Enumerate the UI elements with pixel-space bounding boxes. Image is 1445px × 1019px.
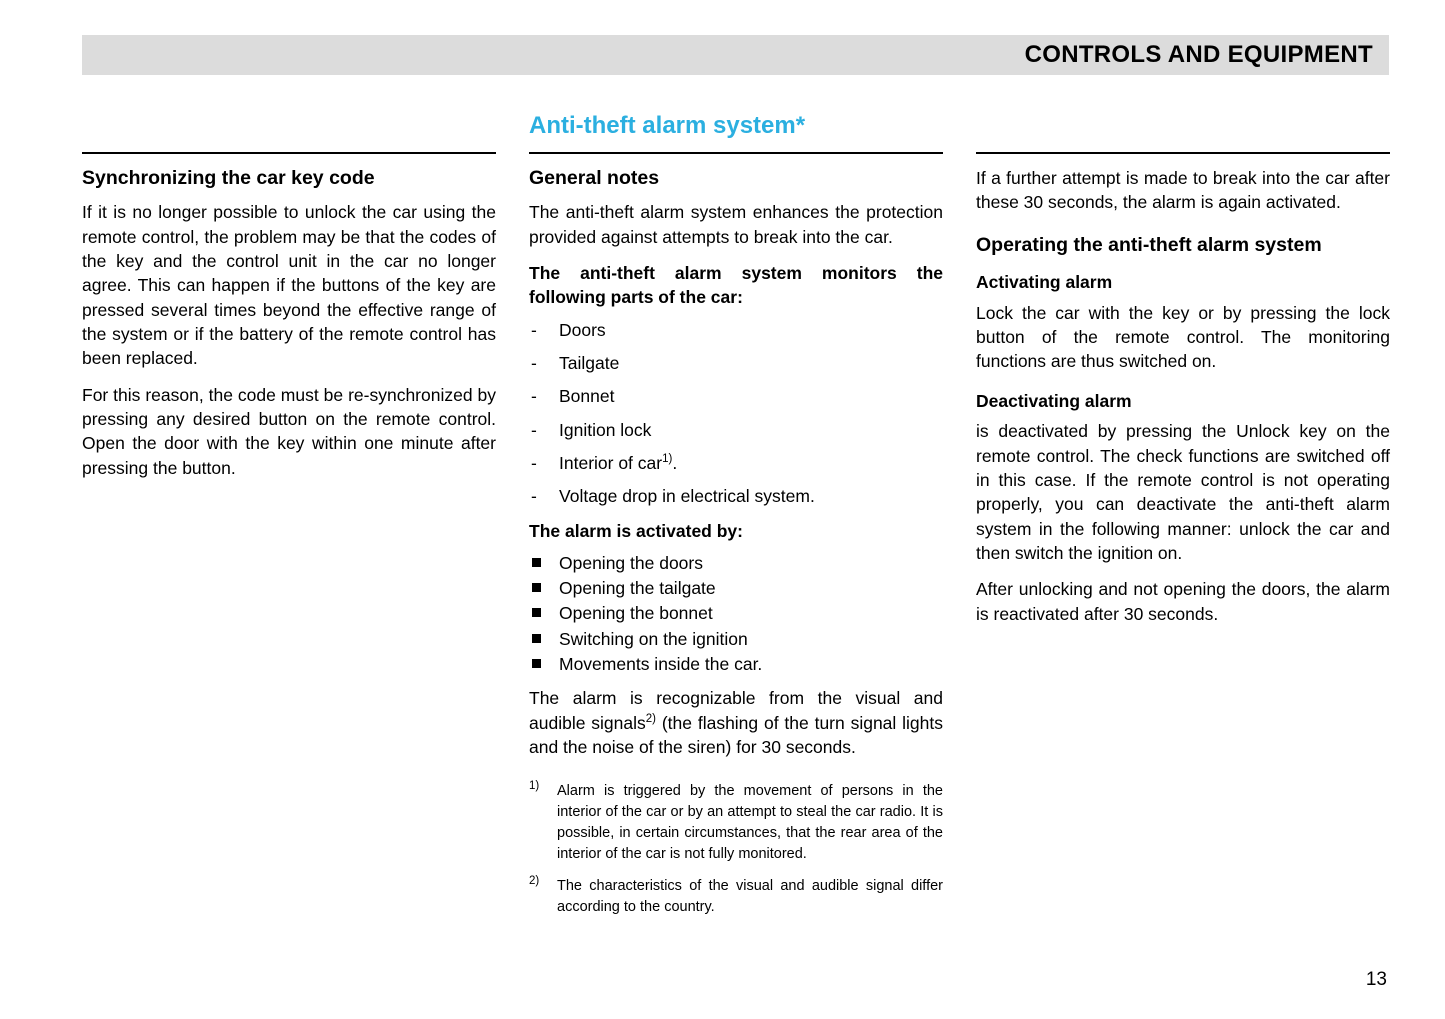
monitors-lead: The anti-theft alarm system monitors the following parts of the car: xyxy=(529,263,943,308)
list-item-suffix: . xyxy=(672,452,678,473)
footnote-ref-1: 1) xyxy=(662,453,673,466)
section-title: Anti-theft alarm system* xyxy=(529,112,806,139)
dash-marker: - xyxy=(531,486,537,507)
left-paragraph-1: If it is no longer possible to unlock the car using the remote control, the problem may be that the codes of the key and the control unit in the car no longer agree. This can happen if the buttons of the key are pressed several times beyond the effective range of the system or if the battery of the remote control has been replaced. xyxy=(82,202,496,369)
activating-paragraph: Lock the car with the key or by pressing the lock button of the remote control. The monitoring functions are thus switched on. xyxy=(976,302,1390,372)
footnote-ref-2: 2) xyxy=(645,712,656,725)
dash-marker: - xyxy=(531,419,537,440)
activating-heading: Activating alarm xyxy=(976,272,1113,292)
square-bullet-icon xyxy=(532,558,541,567)
alarm-triggers-list xyxy=(529,551,943,677)
list-item xyxy=(529,576,943,600)
left-heading: Synchronizing the car key code xyxy=(82,167,375,189)
page-header-bar xyxy=(82,35,1389,75)
monitored-parts-list xyxy=(529,318,943,509)
list-item-label: Opening the doors xyxy=(559,552,703,573)
list-item-label: Switching on the ignition xyxy=(559,628,748,649)
recognizable-text-2: (the flashing of the turn signal lights and the noise of the siren) for 30 seconds. xyxy=(529,712,943,757)
list-item xyxy=(529,451,943,475)
column-middle xyxy=(529,166,943,929)
column-rule-left xyxy=(82,152,496,154)
footnote-1-text: Alarm is triggered by the movement of persons in the interior of the car or by an attempt to steal the car radio. It is possible, in certain circumstances, that the rear area of the interior of the car is not fully monitored. xyxy=(557,783,943,863)
activated-lead: The alarm is activated by: xyxy=(529,520,743,541)
list-item xyxy=(529,384,943,408)
list-item-label: Opening the bonnet xyxy=(559,603,713,624)
footnote-2-text: The characteristics of the visual and audible signal differ according to the country. xyxy=(557,878,943,916)
dash-marker: - xyxy=(531,452,537,473)
footnote-1-mark: 1) xyxy=(529,780,540,793)
dash-marker: - xyxy=(531,319,537,340)
page-number: 13 xyxy=(1365,969,1387,990)
right-heading: Operating the anti-theft alarm system xyxy=(976,233,1322,256)
list-item xyxy=(529,551,943,575)
left-paragraph-2: For this reason, the code must be re-synchronized by pressing any desired button on the remote control. Open the door with the key within one minute after pressing the button. xyxy=(82,384,496,478)
footnotes-block xyxy=(529,781,943,918)
list-item xyxy=(529,418,943,442)
list-item-label: Interior of car xyxy=(559,452,663,473)
footnote-2 xyxy=(529,876,943,918)
list-item xyxy=(529,484,943,508)
list-item-label: Tailgate xyxy=(559,352,620,373)
column-left xyxy=(82,166,496,480)
list-item xyxy=(529,652,943,676)
recognizable-text-1: The alarm is recognizable from the visual and audible signals xyxy=(529,688,943,733)
middle-intro-paragraph: The anti-theft alarm system enhances the protection provided against attempts to break into the car. xyxy=(529,202,943,247)
square-bullet-icon xyxy=(532,659,541,668)
middle-heading: General notes xyxy=(529,167,660,189)
list-item-label: Voltage drop in electrical system. xyxy=(559,486,815,507)
square-bullet-icon xyxy=(532,583,541,592)
list-item xyxy=(529,318,943,342)
dash-marker: - xyxy=(531,386,537,407)
deactivating-heading: Deactivating alarm xyxy=(976,390,1132,411)
list-item xyxy=(529,601,943,625)
column-rule-middle xyxy=(529,152,943,154)
list-item-label: Opening the tailgate xyxy=(559,578,716,599)
right-intro-paragraph: If a further attempt is made to break into the car after these 30 seconds, the alarm is again activated. xyxy=(976,168,1390,213)
square-bullet-icon xyxy=(532,608,541,617)
page-header-title: CONTROLS AND EQUIPMENT xyxy=(1024,41,1373,68)
footnote-1 xyxy=(529,781,943,865)
dash-marker: - xyxy=(531,352,537,373)
list-item-label: Bonnet xyxy=(559,386,615,407)
list-item xyxy=(529,627,943,651)
after-unlocking-paragraph: After unlocking and not opening the doors, the alarm is reactivated after 30 seconds. xyxy=(976,579,1390,624)
recognizable-paragraph xyxy=(529,686,943,759)
column-rule-right xyxy=(976,152,1390,154)
list-item xyxy=(529,351,943,375)
square-bullet-icon xyxy=(532,634,541,643)
list-item-label: Ignition lock xyxy=(559,419,652,440)
list-item-label: Doors xyxy=(559,319,606,340)
footnote-2-mark: 2) xyxy=(529,875,540,888)
list-item-label: Movements inside the car. xyxy=(559,654,763,675)
column-right xyxy=(976,166,1390,626)
deactivating-paragraph: is deactivated by pressing the Unlock key on the remote control. The check functions are switched off in this case. If the remote control is not operating properly, you can deactivate the anti-theft alarm system in the following manner: unlock the car and then switch the ignition on. xyxy=(976,421,1390,563)
